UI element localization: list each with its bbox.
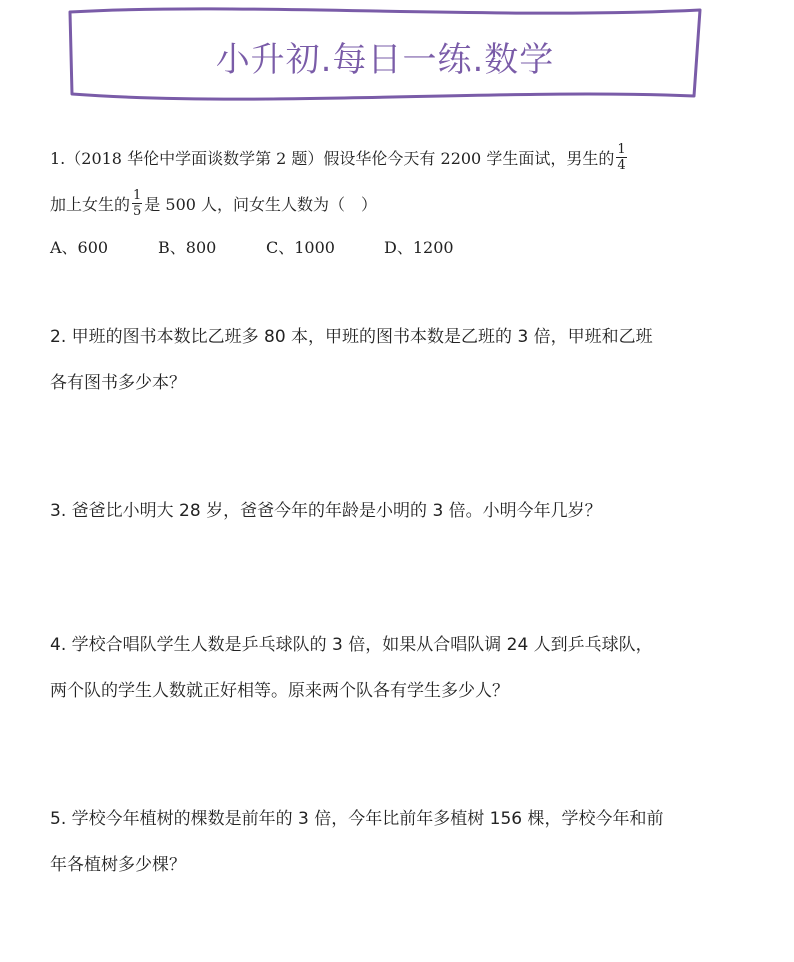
question-1-text-b: 加上女生的 (50, 195, 131, 214)
fraction-numerator: 1 (617, 141, 626, 157)
question-1-line-1 (50, 136, 750, 182)
question-4-line-2: 两个队的学生人数就正好相等。原来两个队各有学生多少人？ (50, 681, 509, 701)
question-1-options (50, 234, 454, 262)
option-b: B、800 (158, 238, 217, 257)
title-banner (64, 4, 706, 104)
question-1-text-c: 是 500 人，问女生人数为（ ） (144, 195, 378, 214)
question-5-line-1: 5. 学校今年植树的棵数是前年的 3 倍，今年比前年多植树 156 棵，学校今年和前 (50, 809, 664, 829)
question-2-line-1: 2. 甲班的图书本数比乙班多 80 本，甲班的图书本数是乙班的 3 倍，甲班和乙班 (50, 327, 653, 347)
question-2 (50, 314, 750, 406)
fraction-one-quarter (616, 143, 626, 172)
fraction-denominator: 4 (617, 157, 626, 173)
page-title: 小升初.每日一练.数学 (215, 40, 555, 80)
question-4 (50, 622, 750, 714)
option-a: A、600 (50, 238, 109, 257)
fraction-one-fifth (132, 189, 142, 218)
question-1-line-2 (50, 182, 750, 228)
question-5 (50, 796, 750, 888)
question-2-line-2: 各有图书多少本？ (50, 373, 186, 393)
option-d: D、1200 (384, 238, 454, 257)
question-1-text-a: 1.（2018 华伦中学面谈数学第 2 题）假设华伦今天有 2200 学生面试，男生的 (50, 149, 615, 168)
question-3 (50, 488, 750, 534)
option-c: C、1000 (266, 238, 335, 257)
question-3-line-1: 3. 爸爸比小明大 28 岁，爸爸今年的年龄是小明的 3 倍。小明今年几岁？ (50, 501, 602, 521)
question-4-line-1: 4. 学校合唱队学生人数是乒乓球队的 3 倍，如果从合唱队调 24 人到乒乓球队， (50, 635, 653, 655)
fraction-denominator: 5 (133, 203, 142, 219)
question-5-line-2: 年各植树多少棵？ (50, 855, 186, 875)
fraction-numerator: 1 (133, 187, 142, 203)
question-1 (50, 136, 750, 228)
